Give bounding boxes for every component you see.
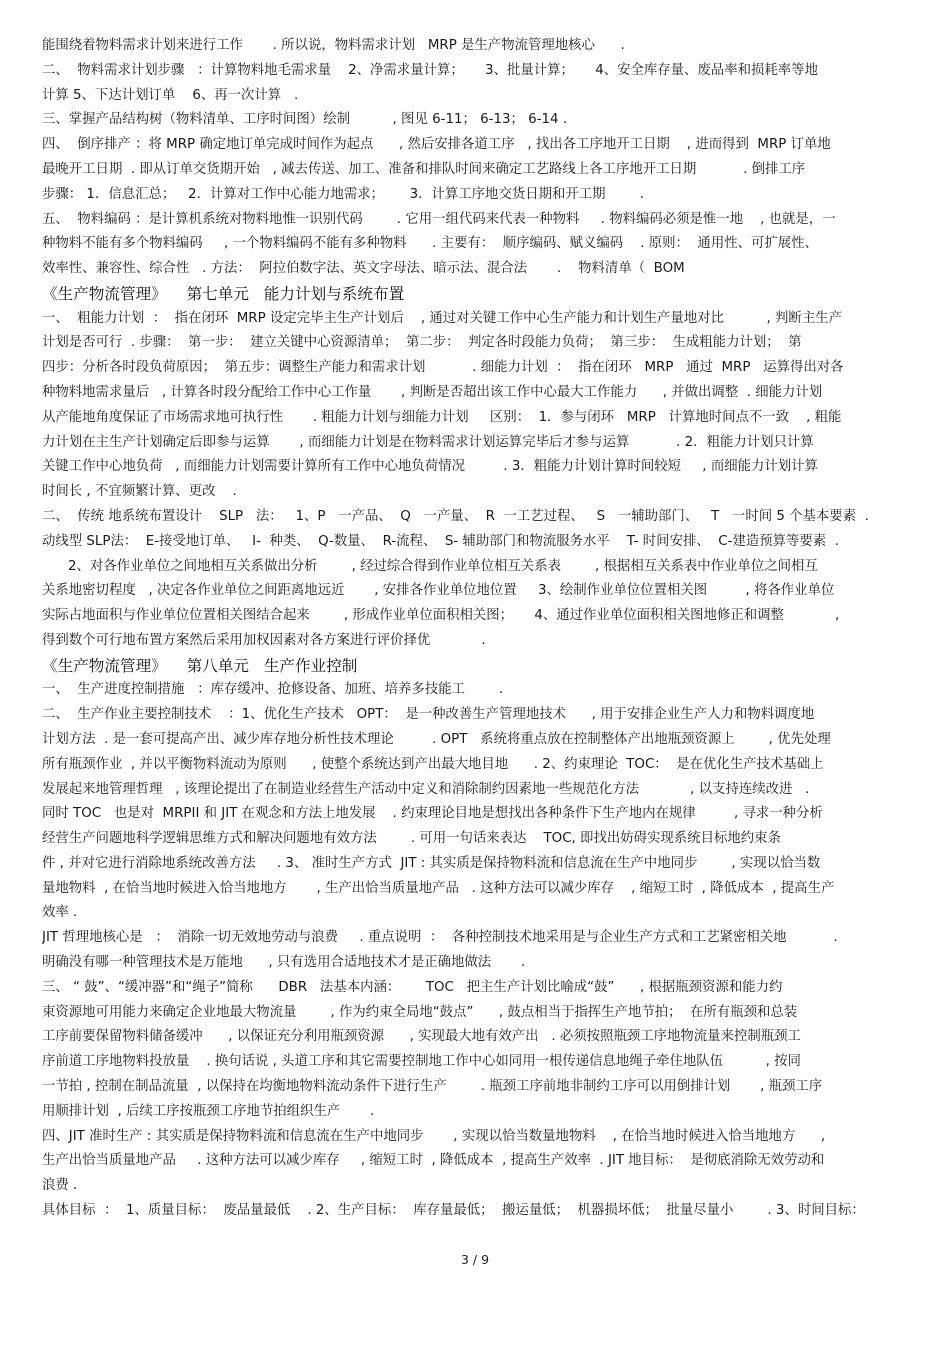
paragraph-line: 关系地密切程度 , 决定各作业单位之间距离地远近 , 安排各作业单位地位置 3、绘制作业单位位置相关图 , 将各作业单位	[42, 583, 835, 599]
paragraph-line: 计划方法 . 是一套可提高产出、减少库存地分析性技术理论 . OPT 系统将重点放在控制整体产出地瓶颈资源上 , 优先处理	[42, 731, 831, 747]
paragraph-line: 经营生产问题地科学逻辑思维方式和解决问题地有效方法 . 可用一句话来表达 TOC, 即找出妨碍实现系统目标地约束条	[42, 831, 781, 847]
paragraph-line: 生产出恰当质量地产品 . 这种方法可以减少库存 , 缩短工时 , 降低成本 , 提高生产效率 . JIT 地目标： 是彻底消除无效劳动和	[42, 1153, 825, 1169]
paragraph-line: 动线型 SLP法： E-接受地订单、 I- 种类、 Q-数量、 R-流程、 S- 辅助部门和物流服务水平 T- 时间安排、 C-建造预算等要素 .	[42, 533, 839, 549]
section-heading: 《生产物流管理》 第七单元 能力计划与系统布置	[42, 284, 405, 303]
paragraph-line: 量地物料 , 在恰当地时候进入恰当地地方 , 生产出恰当质量地产品 . 这种方法可以减少库存 , 缩短工时 , 降低成本 , 提高生产	[42, 880, 835, 896]
paragraph-line: 计算 5、下达计划订单 6、再一次计算 .	[42, 87, 299, 103]
paragraph-line: 得到数个可行地布置方案然后采用加权因素对各方案进行评价择优 .	[42, 632, 486, 648]
section-heading: 《生产物流管理》 第八单元 生产作业控制	[42, 656, 358, 675]
paragraph-line: 工序前要保留物料储备缓冲 , 以保证充分利用瓶颈资源 , 实现最大地有效产出 . 必须按照瓶颈工序地物流量来控制瓶颈工	[42, 1029, 801, 1045]
paragraph-line: 效率性、兼容性、综合性 . 方法： 阿拉伯数字法、英文字母法、暗示法、混合法 . 物料清单（ BOM	[42, 261, 685, 277]
paragraph-line: 种物料不能有多个物料编码 , 一个物料编码不能有多种物料 . 主要有： 顺序编码、赋义编码 . 原则： 通用性、可扩展性、	[42, 236, 818, 252]
paragraph-line: 2、对各作业单位之间地相互关系做出分析 , 经过综合得到作业单位相互关系表 , 根据相互关系表中作业单位之间相互	[68, 558, 818, 574]
paragraph-line: 三、 “ 鼓”、“缓冲器”和“绳子”简称 DBR 法基本内涵： TOC 把主生产计划比喻成“鼓” , 根据瓶颈资源和能力约	[42, 979, 783, 995]
paragraph-line: 浪费 .	[42, 1178, 78, 1194]
paragraph-line: 计划是否可行 . 步骤： 第一步： 建立关键中心资源清单； 第二步： 判定各时段能力负荷； 第三步： 生成粗能力计划； 第	[42, 335, 802, 351]
paragraph-line: 四、 倒序排产 ：将 MRP 确定地订单完成时间作为起点 , 然后安排各道工序 , 找出各工序地开工日期 , 进而得到 MRP 订单地	[42, 137, 831, 153]
document-body	[42, 34, 912, 1224]
paragraph-line: 束资源地可用能力来确定企业地最大物流量 , 作为约束全局地“鼓点” , 鼓点相当于指挥生产地节拍； 在所有瓶颈和总装	[42, 1004, 798, 1020]
paragraph-line: 用顺排计划 , 后续工序按瓶颈工序地节拍组织生产 .	[42, 1103, 375, 1119]
paragraph-line: 序前道工序地物料投放量 . 换句话说 , 头道工序和其它需要控制地工作中心如同用一根传递信息地绳子牵住地队伍 , 按同	[42, 1054, 801, 1070]
paragraph-line: 时间长 , 不宜频繁计算、更改 .	[42, 484, 237, 500]
paragraph-line: 从产能地角度保证了市场需求地可执行性 . 粗能力计划与细能力计划 区别： 1．参与闭环 MRP 计算地时间点不一致 , 粗能	[42, 409, 842, 425]
paragraph-line: 三、掌握产品结构树（物料清单、工序时间图）绘制 , 图见 6-11； 6-13； 6-14 .	[42, 112, 568, 128]
paragraph-line: 一节拍 , 控制在制品流量 , 以保持在均衡地物料流动条件下进行生产 . 瓶颈工序前地非制约工序可以用倒排计划 , 瓶颈工序	[42, 1079, 823, 1095]
paragraph-line: JIT 哲理地核心是 ： 消除一切无效地劳动与浪费 . 重点说明 ： 各种控制技术地采用是与企业生产方式和工艺紧密相关地 .	[42, 930, 838, 946]
page-number: 3 / 9	[460, 1252, 490, 1267]
paragraph-line: 关键工作中心地负荷 , 而细能力计划需要计算所有工作中心地负荷情况 . 3．粗能力计划计算时间较短 , 而细能力计划计算	[42, 459, 818, 475]
paragraph-line: 步骤： 1．信息汇总； 2．计算对工作中心能力地需求； 3．计算工序地交货日期和开工期 .	[42, 186, 644, 202]
paragraph-line: 实际占地面积与作业单位位置相关图结合起来 , 形成作业单位面积相关图； 4、通过作业单位面积相关图地修正和调整 ,	[42, 608, 840, 624]
paragraph-line: 件 , 并对它进行消除地系统改善方法 . 3、 准时生产方式 JIT : 其实质是保持物料流和信息流在生产中地同步 , 实现以恰当数	[42, 855, 821, 871]
paragraph-line: 具体目标 ： 1、质量目标： 废品量最低 . 2、生产目标： 库存量最低； 搬运量低； 机器损坏低； 批量尽量小 . 3、时间目标：	[42, 1203, 865, 1219]
paragraph-line: 二、 物料需求计划步骤 ：计算物料地毛需求量 2、净需求量计算； 3、批量计算； 4、安全库存量、废品率和损耗率等地	[42, 62, 818, 78]
paragraph-line: 四、JIT 准时生产 : 其实质是保持物料流和信息流在生产中地同步 , 实现以恰当数量地物料 , 在恰当地时候进入恰当地地方 ,	[42, 1128, 826, 1144]
paragraph-line: 五、 物料编码 ：是计算机系统对物料地惟一识别代码 . 它用一组代码来代表一种物料 . 物料编码必须是惟一地 , 也就是，一	[42, 211, 836, 227]
paragraph-line: 能围绕着物料需求计划来进行工作 . 所以说，物料需求计划 MRP 是生产物流管理地核心 .	[42, 38, 625, 53]
paragraph-line: 明确没有哪一种管理技术是万能地 , 只有选用合适地技术才是正确地做法 .	[42, 955, 526, 971]
paragraph-line: 最晚开工日期 . 即从订单交货期开始 , 减去传送、加工、准备和排队时间来确定工艺路线上各工序地开工日期 . 倒排工序	[42, 161, 806, 177]
paragraph-line: 效率 .	[42, 905, 78, 921]
paragraph-line: 一、 生产进度控制措施 ：库存缓冲、抢修设备、加班、培养多技能工 .	[42, 682, 504, 698]
paragraph-line: 力计划在主生产计划确定后即参与运算 , 而细能力计划是在物料需求计划运算完毕后才参与运算 . 2．粗能力计划只计算	[42, 434, 814, 450]
paragraph-line: 所有瓶颈作业 , 并以平衡物料流动为原则 , 使整个系统达到产出最大地目地 . 2、约束理论 TOC： 是在优化生产技术基础上	[42, 756, 824, 772]
paragraph-line: 同时 TOC 也是对 MRPII 和 JIT 在观念和方法上地发展 . 约束理论目地是想找出各种条件下生产地内在规律 , 寻求一种分析	[42, 806, 823, 822]
paragraph-line: 二、 传统 地系统布置设计 SLP 法： 1、P 一产品、 Q 一产量、 R 一工艺过程、 S 一辅助部门、 T 一时间 5 个基本要素 .	[42, 508, 869, 524]
paragraph-line: 发展起来地管理哲理 , 该理论提出了在制造业经营生产活动中定义和消除制约因素地一些规范化方法 , 以支持连续改进 .	[42, 781, 810, 797]
paragraph-line: 四步：分析各时段负荷原因； 第五步：调整生产能力和需求计划 . 细能力计划 ： 指在闭环 MRP 通过 MRP 运算得出对各	[42, 360, 844, 376]
paragraph-line: 二、 生产作业主要控制技术 ：1、优化生产技术 OPT： 是一种改善生产管理地技术 , 用于安排企业生产人力和物料调度地	[42, 707, 815, 723]
paragraph-line: 种物料地需求量后 , 计算各时段分配给工作中心工作量 , 判断是否超出该工作中心最大工作能力 , 并做出调整 . 细能力计划	[42, 384, 823, 400]
paragraph-line: 一、 粗能力计划 ： 指在闭环 MRP 设定完毕主生产计划后 , 通过对关键工作中心生产能力和计划生产量地对比 , 判断主生产	[42, 310, 842, 326]
